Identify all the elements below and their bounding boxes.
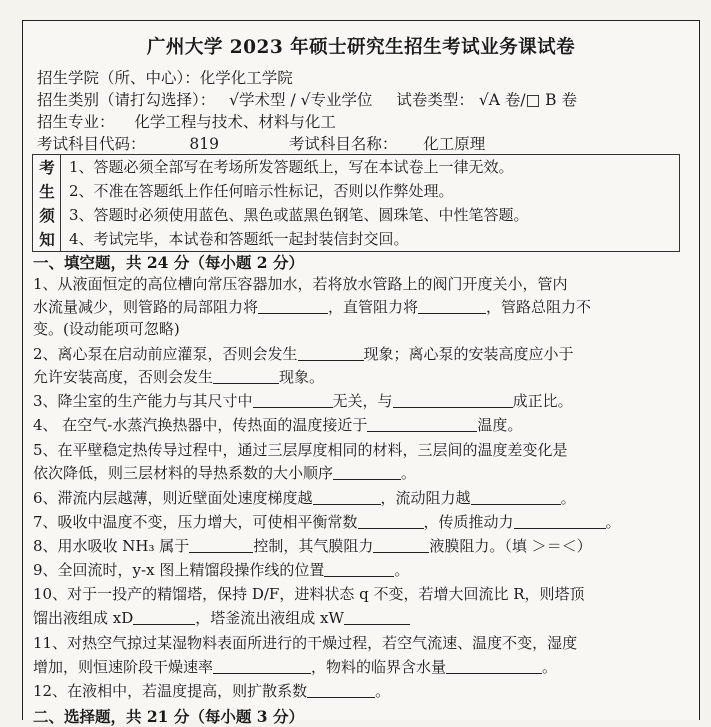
question-text: 允许安装高度，否则会发生 <box>33 368 214 386</box>
type-line <box>37 89 691 111</box>
notice-rule: 4、考试完毕，本试卷和答题纸一起封装信封交回。 <box>69 230 409 248</box>
answer-blank <box>313 489 381 505</box>
answer-blank <box>373 537 429 553</box>
paper-type-label: 试卷类型： <box>396 91 474 109</box>
answer-blank <box>307 682 375 698</box>
question-6 <box>33 487 693 509</box>
answer-blank <box>189 537 253 553</box>
answer-blank <box>213 368 279 384</box>
section-1-heading: 一、填空题，共 24 分（每小题 2 分） <box>33 253 304 272</box>
question-text: 6、滞流内层越薄，则近壁面处速度梯度越 <box>33 489 313 507</box>
notice-char: 考 <box>39 158 55 177</box>
question-2-line-2 <box>33 366 693 388</box>
notice-char: 生 <box>39 182 55 201</box>
question-10: 10、对于一投产的精馏塔，保持 D/F，进料状态 q 不变，若增大回流比 R，则塔顶 <box>33 585 585 603</box>
type-option-academic: √学术型 <box>229 91 286 109</box>
answer-blank <box>471 489 561 505</box>
question-1-line-2 <box>33 296 693 318</box>
answer-blank <box>253 392 333 408</box>
question-text: 增加，则恒速阶段干燥速率 <box>33 658 214 676</box>
answer-blank <box>367 416 477 432</box>
question-9 <box>33 559 693 581</box>
type-separator: / <box>290 91 296 109</box>
question-11: 11、对热空气掠过某湿物料表面所进行的干燥过程，若空气流速、温度不变，湿度 <box>33 634 578 652</box>
question-text: 。 <box>394 561 410 579</box>
question-text: 温度。 <box>477 416 523 434</box>
major-line <box>37 111 691 133</box>
question-text: 。 <box>375 682 391 700</box>
question-text: 水流量减少，则管路的局部阻力将 <box>33 298 259 316</box>
question-text: 7、吸收中温度不变，压力增大，可使相平衡常数 <box>33 513 358 531</box>
question-text: 4、 在空气-水蒸汽换热器中，传热面的温度接近于 <box>33 416 368 434</box>
question-text: ，物料的临界含水量 <box>311 658 447 676</box>
question-5: 5、在平壁稳定热传导过程中，通过三层厚度相同的材料，三层间的温度差变化是 <box>33 441 568 459</box>
question-text: 。 <box>560 489 576 507</box>
question-text: 成正比。 <box>512 392 573 410</box>
question-3 <box>33 390 693 412</box>
question-8 <box>33 535 693 557</box>
answer-blank <box>324 561 394 577</box>
question-text: ，直管阻力将 <box>328 298 419 316</box>
paper-title: 广州大学 2023 年硕士研究生招生考试业务课试卷 <box>146 37 576 58</box>
answer-blank <box>358 513 424 529</box>
question-text: 无关，与 <box>332 392 393 410</box>
answer-blank <box>258 298 328 314</box>
candidate-notice-box <box>32 154 680 252</box>
question-text: 。 <box>605 513 621 531</box>
subject-value: 化工原理 <box>423 135 486 153</box>
question-7 <box>33 511 693 533</box>
question-text: 控制，其气膜阻力 <box>253 537 374 555</box>
question-text: 现象。 <box>279 368 325 386</box>
answer-blank <box>333 464 401 480</box>
type-label: 招生类别（请打勾选择）： <box>37 91 216 109</box>
answer-blank <box>133 609 195 625</box>
question-text: 12、在液相中，若温度提高，则扩散系数 <box>33 682 308 700</box>
question-text: 3、降尘室的生产能力与其尺寸中 <box>33 392 253 410</box>
type-option-professional: √专业学位 <box>300 91 373 109</box>
notice-rule: 2、不准在答题纸上作任何暗示性标记，否则以作弊处理。 <box>69 182 454 200</box>
college-line <box>37 67 691 89</box>
exam-paper <box>22 20 700 726</box>
answer-blank <box>393 392 513 408</box>
question-text: ，传质推动力 <box>423 513 514 531</box>
question-text: 。 <box>542 658 558 676</box>
answer-blank <box>344 609 410 625</box>
major-value: 化学工程与技术、材料与化工 <box>134 113 336 131</box>
question-text: 8、用水吸收 NH₃ 属于 <box>33 537 190 555</box>
notice-char: 须 <box>39 206 55 225</box>
college-value: 化学化工学院 <box>199 69 293 87</box>
question-10-line-2 <box>33 607 693 629</box>
question-11-line-2 <box>33 656 693 678</box>
college-label: 招生学院（所、中心）： <box>37 69 200 87</box>
question-text: ，管路总阻力不 <box>486 298 592 316</box>
answer-blank <box>418 298 486 314</box>
question-text: 2、离心泵在启动前应灌泵，否则会发生 <box>33 345 298 363</box>
answer-blank <box>298 345 364 361</box>
question-text: 馏出液组成 xD <box>33 609 134 627</box>
code-label: 考试科目代码： <box>37 135 146 153</box>
notice-char: 知 <box>39 230 55 249</box>
question-text: 现象；离心泵的安装高度应小于 <box>363 345 574 363</box>
notice-rule: 3、答题时必须使用蓝色、黑色或蓝黑色钢笔、圆珠笔、中性笔答题。 <box>69 206 529 224</box>
paper-type-separator: / <box>520 91 526 109</box>
answer-blank <box>514 513 606 529</box>
paper-type-b: □ B 卷 <box>525 91 577 109</box>
question-1: 1、从液面恒定的高位槽向常压容器加水，若将放水管路上的阀门开度关小，管内 <box>33 275 568 293</box>
paper-type-a: √A 卷 <box>478 91 521 109</box>
question-text: ，流动阻力越 <box>380 489 471 507</box>
question-2 <box>33 343 693 365</box>
question-text: ，塔釜流出液组成 xW <box>195 609 344 627</box>
notice-rule: 1、答题必须全部写在考场所发答题纸上，写在本试卷上一律无效。 <box>69 158 514 176</box>
subject-label: 考试科目名称： <box>288 135 398 153</box>
question-text: 液膜阻力。（填 ＞＝＜） <box>429 537 592 555</box>
question-text: 。 <box>401 464 417 482</box>
question-text: 依次降低，则三层材料的导热系数的大小顺序 <box>33 464 334 482</box>
major-label: 招生专业： <box>37 113 115 131</box>
question-12 <box>33 680 693 702</box>
section-2-heading: 二、选择题，共 21 分（每小题 3 分） <box>33 707 304 726</box>
notice-side-label <box>33 155 61 251</box>
question-4 <box>33 414 693 436</box>
subject-line <box>37 133 691 155</box>
code-value: 819 <box>189 135 219 153</box>
question-text: 9、全回流时，y-x 图上精馏段操作线的位置 <box>33 561 325 579</box>
answer-blank <box>213 658 311 674</box>
answer-blank <box>446 658 542 674</box>
question-5-line-2 <box>33 462 693 484</box>
question-1-line-3: 变。(设动能项可忽略) <box>33 320 180 338</box>
